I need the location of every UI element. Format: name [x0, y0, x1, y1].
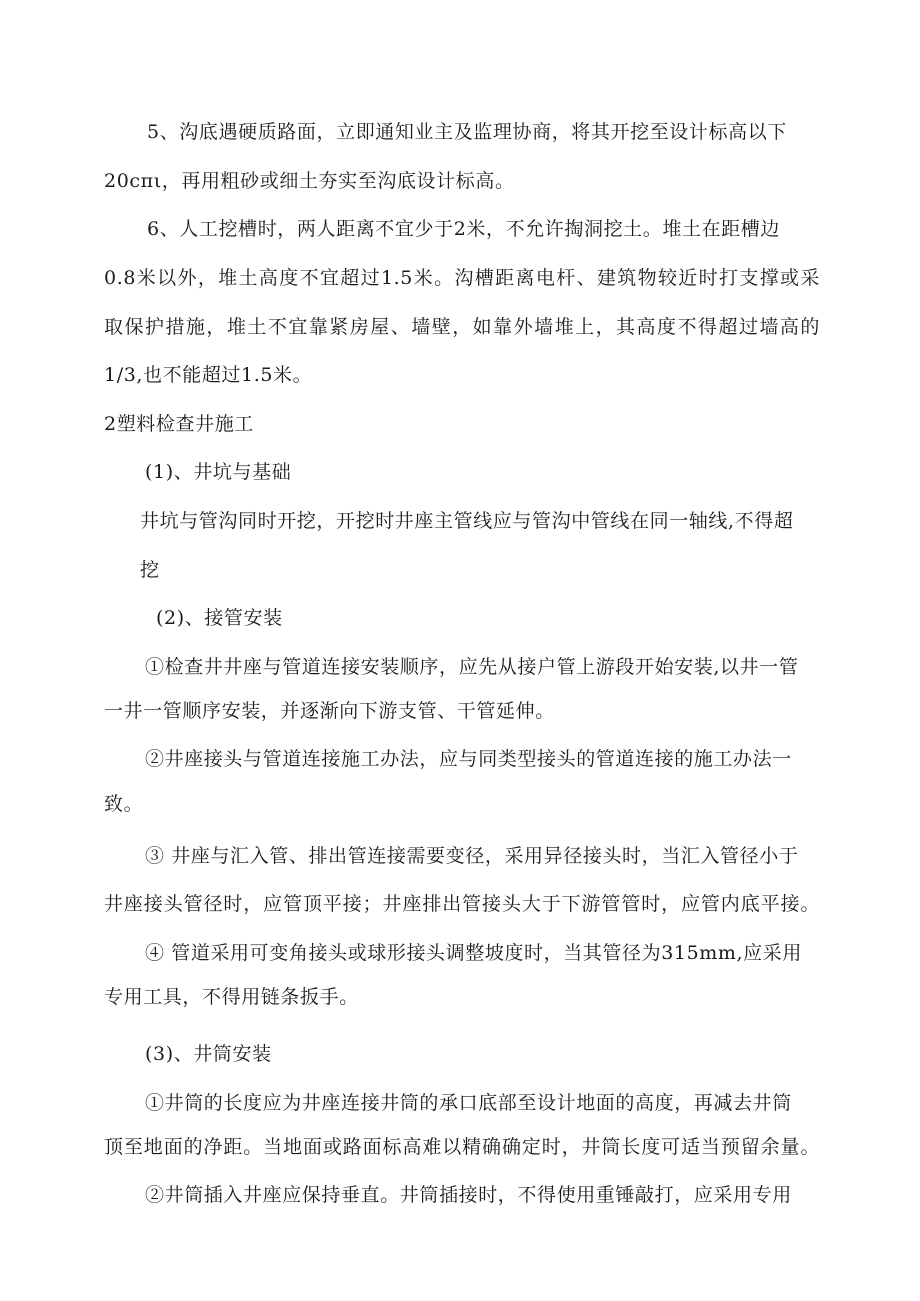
section-2-title: 2塑料检查井施工 [104, 413, 254, 435]
subsection-2-item-3-line-2: 井座接头管径时，应管顶平接；井座排出管接头大于下游管管时，应管内底平接。 [104, 893, 820, 915]
subsection-2-item-1-line-2: 一井一管顺序安装，并逐渐向下游支管、干管延伸。 [104, 700, 555, 722]
subsection-1-line-1: 井坑与管沟同时开挖，开挖时井座主管线应与管沟中管线在同一轴线,不得超 [140, 510, 794, 532]
paragraph-5-line-1: 5、沟底遇硬质路面，立即通知业主及监理协商，将其开挖至设计标高以下 [147, 121, 787, 143]
subsection-2-item-3-line-1: ③ 井座与汇入管、排出管连接需要变径，采用异径接头时，当汇入管径小于 [145, 845, 799, 867]
subsection-2-item-4-line-1: ④ 管道采用可变角接头或球形接头调整坡度时，当其管径为315mm,应采用 [145, 942, 802, 964]
subsection-1-line-2: 挖 [140, 559, 160, 581]
subsection-2-item-2-line-1: ②井座接头与管道连接施工办法，应与同类型接头的管道连接的施工办法一 [145, 748, 792, 770]
subsection-2-item-2-line-2: 致。 [104, 793, 144, 815]
paragraph-6-line-1: 6、人工挖槽时，两人距离不宜少于2米，不允许掏洞挖土。堆土在距槽边 [147, 218, 780, 240]
paragraph-5-line-2: 20cπι，再用粗砂或细土夯实至沟底设计标高。 [104, 170, 515, 192]
paragraph-6-line-2: 0.8米以外，堆土高度不宜超过1.5米。沟槽距离电杆、建筑物较近时打支撑或采 [104, 267, 820, 289]
paragraph-6-line-4: 1/3,也不能超过1.5米。 [104, 364, 313, 386]
subsection-1-title: (1)、井坑与基础 [145, 461, 292, 483]
subsection-3-item-2-line-1: ②井筒插入井座应保持垂直。井筒插接时，不得使用重锤敲打，应采用专用 [145, 1184, 792, 1206]
paragraph-6-line-3: 取保护措施，堆土不宜靠紧房屋、墙壁，如靠外墙堆上，其高度不得超过墙高的 [104, 316, 820, 338]
subsection-2-item-4-line-2: 专用工具，不得用链条扳手。 [104, 986, 359, 1008]
subsection-2-item-1-line-1: ①检查井井座与管道连接安装顺序，应先从接户管上游段开始安装,以井一管 [145, 656, 799, 678]
subsection-3-title: (3)、井筒安装 [145, 1043, 272, 1065]
subsection-3-item-1-line-2: 顶至地面的净距。当地面或路面标高难以精确确定时，井筒长度可适当预留余量。 [104, 1136, 820, 1158]
subsection-2-title: (2)、接管安装 [156, 607, 283, 629]
subsection-3-item-1-line-1: ①井筒的长度应为井座连接井筒的承口底部至设计地面的高度，再减去井筒 [145, 1092, 792, 1114]
